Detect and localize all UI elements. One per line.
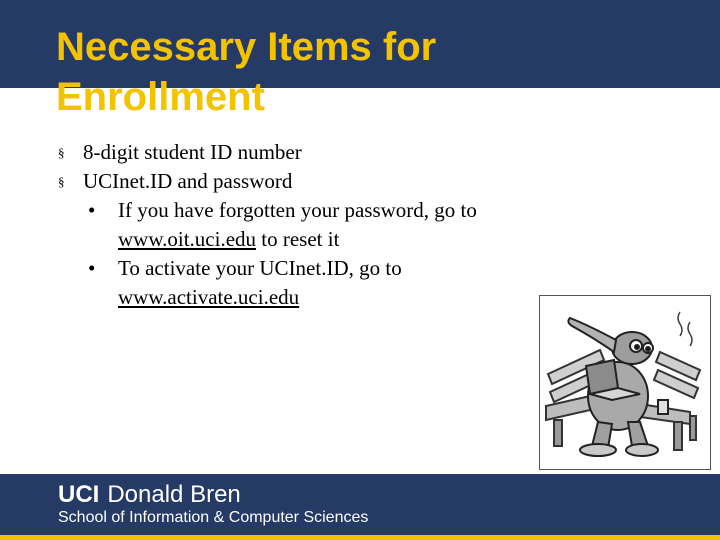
bullet-item-ucinetid [56, 167, 526, 196]
footer-bar [0, 474, 720, 540]
sub-bullet-marker: • [88, 256, 96, 280]
logo-donald-bren: Donald Bren [107, 481, 241, 508]
footer-gold-stripe [0, 535, 720, 540]
bullet-marker: § [58, 174, 65, 189]
bullet-text: 8-digit student ID number [83, 140, 302, 164]
activate-link[interactable]: www.activate.uci.edu [118, 285, 300, 309]
anteater-laptop-icon [540, 296, 710, 469]
bullet-marker: § [58, 145, 65, 160]
sub-bullet-text-end: to reset it [256, 227, 340, 251]
slide-title [56, 22, 616, 122]
anteater-cartoon [539, 295, 711, 470]
logo-uci: UCI [58, 481, 100, 508]
sub-bullet-item-password [56, 196, 526, 254]
slide-title-line-1: Necessary Items for [56, 25, 437, 69]
sub-bullet-text: To activate your UCInet.ID, go to [118, 256, 402, 280]
uci-donald-bren-logo [58, 482, 241, 508]
bullet-item-student-id [56, 138, 526, 167]
sub-bullet-text: If you have forgotten your password, go to [118, 198, 477, 222]
bullet-text: UCInet.ID and password [83, 169, 293, 193]
bullet-list [56, 138, 526, 312]
slide-title-line-2: Enrollment [56, 75, 265, 119]
sub-bullet-item-activate [56, 254, 526, 312]
logo-school-name: School of Information & Computer Sciences [58, 509, 369, 526]
sub-bullet-marker: • [88, 198, 96, 222]
oit-link[interactable]: www.oit.uci.edu [118, 227, 257, 251]
